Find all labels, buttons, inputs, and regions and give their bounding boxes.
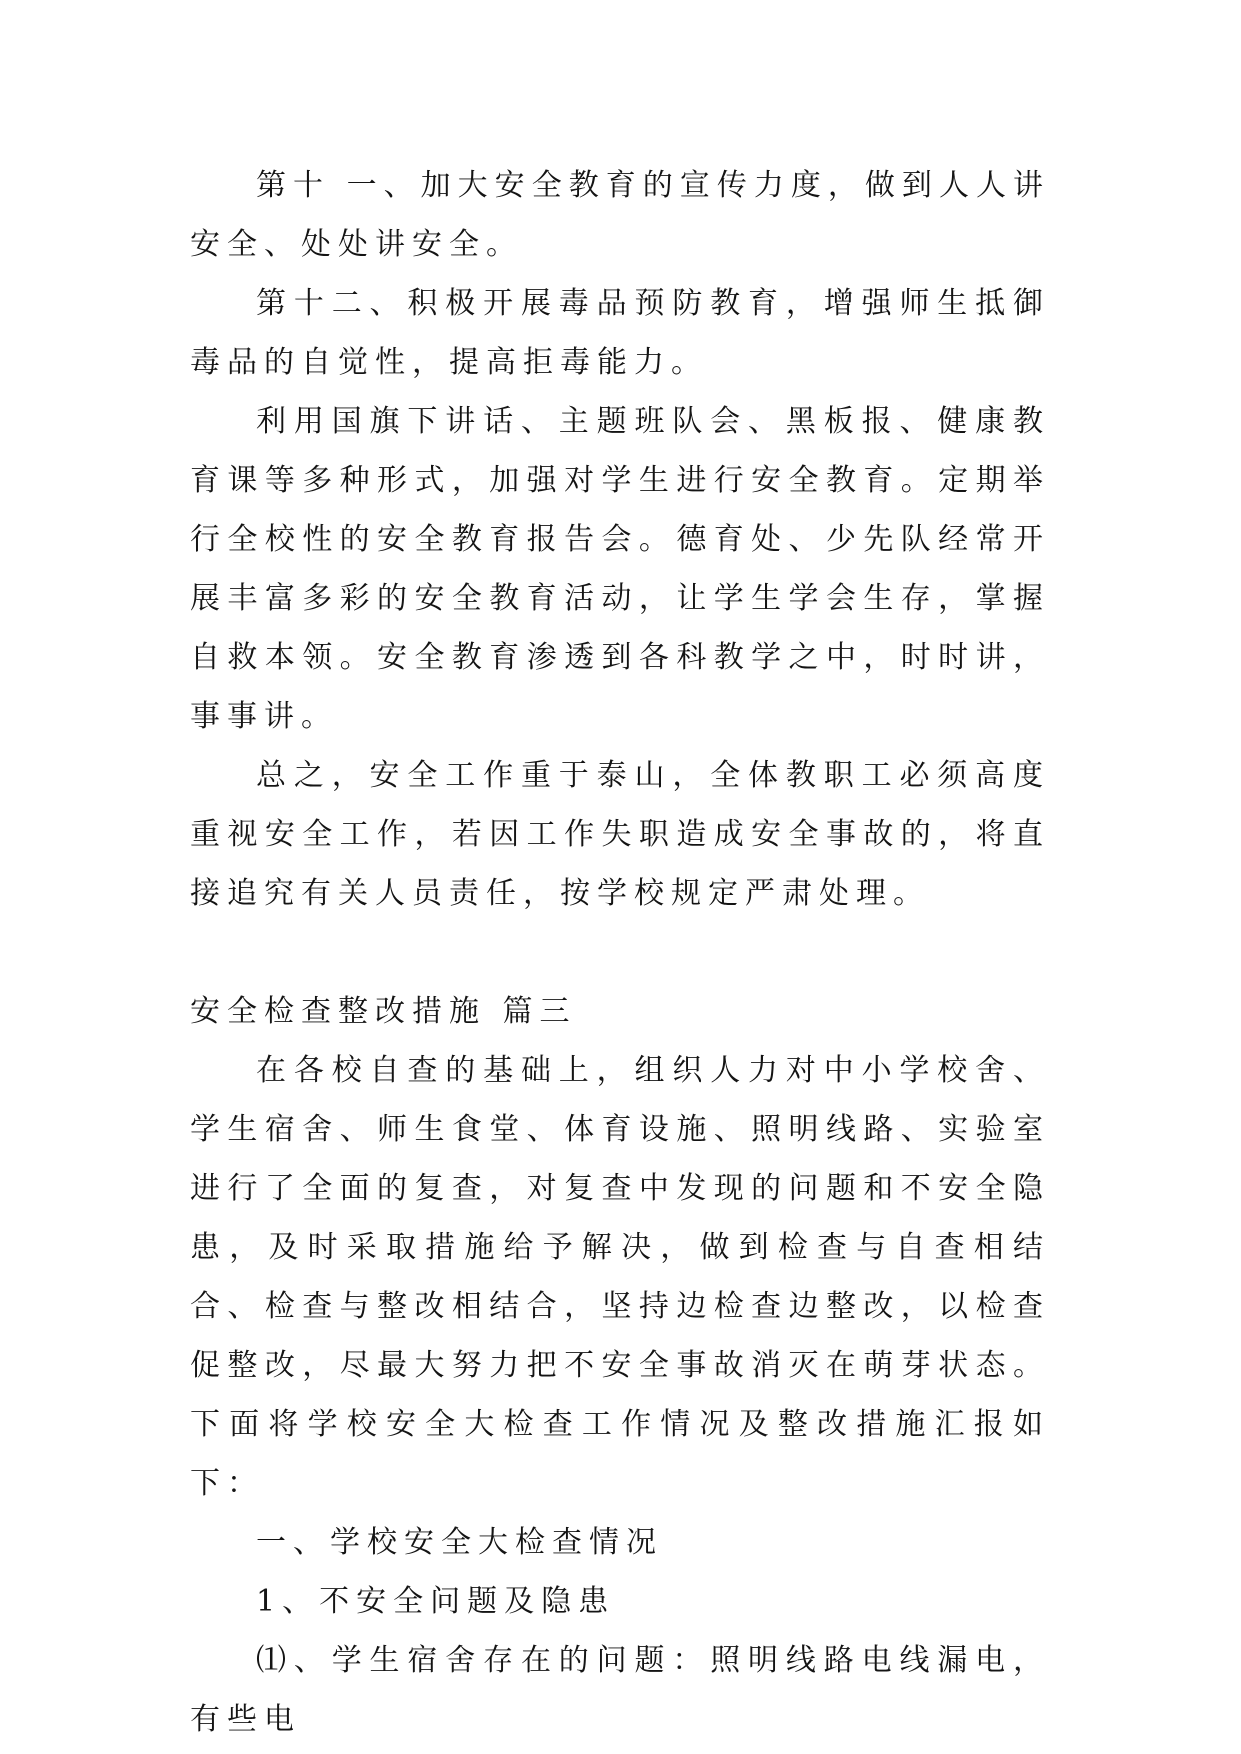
paragraph-inspection-intro: 在各校自查的基础上，组织人力对中小学校舍、学生宿舍、师生食堂、体育设施、照明线路、实验室进行了全面的复查，对复查中发现的问题和不安全隐患，及时采取措施给予解决，做到检查与自查相结合、检查与整改相结合，坚持边检查边整改，以检查促整改，尽最大努力把不安全事故消灭在萌芽状态。下面将学校安全大检查工作情况及整改措施汇报如下： (190, 1053, 1050, 1501)
paragraph-education-methods: 利用国旗下讲话、主题班队会、黑板报、健康教育课等多种形式，加强对学生进行安全教育。定期举行全校性的安全教育报告会。德育处、少先队经常开展丰富多彩的安全教育活动，让学生学会生存，掌握自救本领。安全教育渗透到各科教学之中，时时讲，事事讲。 (190, 404, 1050, 734)
document-body (190, 156, 1050, 1749)
paragraph-dormitory-issues: ⑴、学生宿舍存在的问题：照明线路电线漏电，有些电 (190, 1643, 1050, 1737)
section-title: 安全检查整改措施 篇三 (190, 994, 577, 1029)
paragraph-conclusion: 总之，安全工作重于泰山，全体教职工必须高度重视安全工作，若因工作失职造成安全事故的，将直接追究有关人员责任，按学校规定严肃处理。 (190, 758, 1050, 911)
paragraph-item-eleven: 第十 一、加大安全教育的宣传力度，做到人人讲安全、处处讲安全。 (190, 168, 1050, 262)
heading-inspection-status: 一、学校安全大检查情况 (256, 1525, 663, 1560)
heading-safety-issues: 1、不安全问题及隐患 (256, 1584, 616, 1619)
paragraph-item-twelve: 第十二、积极开展毒品预防教育，增强师生抵御毒品的自觉性，提高拒毒能力。 (190, 286, 1050, 380)
